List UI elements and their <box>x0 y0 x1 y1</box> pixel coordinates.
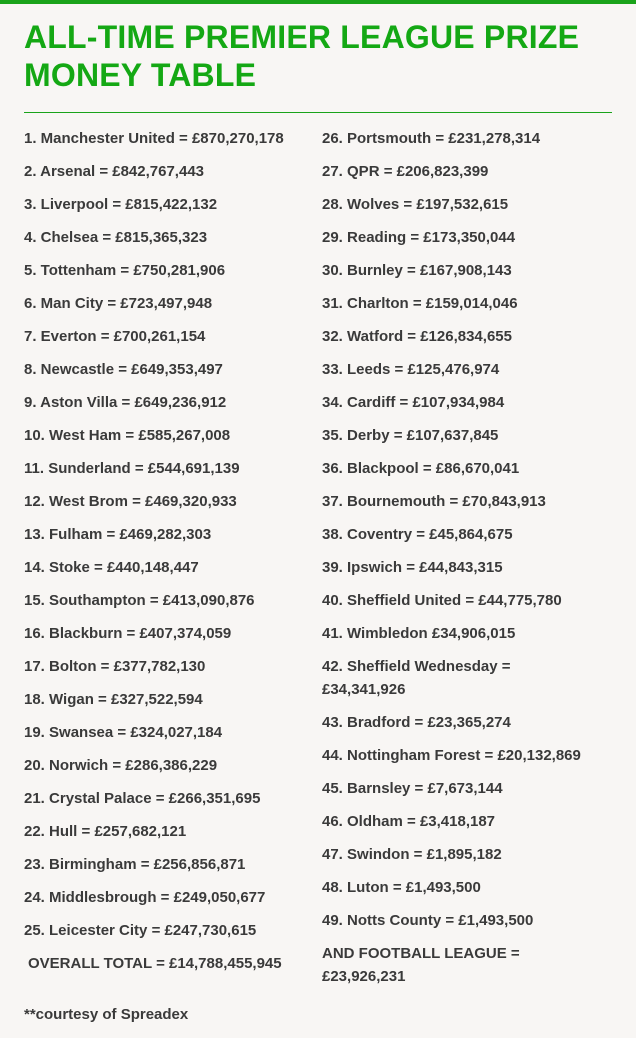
list-item: 43. Bradford = £23,365,274 <box>322 714 511 731</box>
list-item: 32. Watford = £126,834,655 <box>322 328 512 345</box>
list-item: 25. Leicester City = £247,730,615 <box>24 922 257 939</box>
list-item: 34. Cardiff = £107,934,984 <box>322 394 505 411</box>
list-item: 2. Arsenal = £842,767,443 <box>24 163 204 180</box>
right-column <box>322 127 627 998</box>
list-item: 48. Luton = £1,493,500 <box>322 879 481 896</box>
list-item: 36. Blackpool = £86,670,041 <box>322 460 520 477</box>
list-item: 20. Norwich = £286,386,229 <box>24 757 218 774</box>
list-item: 19. Swansea = £324,027,184 <box>24 724 223 741</box>
list-item: 47. Swindon = £1,895,182 <box>322 846 502 863</box>
page-title: ALL-TIME PREMIER LEAGUE PRIZE MONEY TABLE <box>24 19 580 93</box>
list-item: 3. Liverpool = £815,422,132 <box>24 196 218 213</box>
list-item: 18. Wigan = £327,522,594 <box>24 691 203 708</box>
left-column <box>24 127 319 985</box>
list-item: 27. QPR = £206,823,399 <box>322 163 489 180</box>
football-league-total: AND FOOTBALL LEAGUE = £23,926,231 <box>322 945 520 985</box>
list-item: 21. Crystal Palace = £266,351,695 <box>24 790 261 807</box>
list-item: 39. Ipswich = £44,843,315 <box>322 559 503 576</box>
list-item: 46. Oldham = £3,418,187 <box>322 813 496 830</box>
list-item: 29. Reading = £173,350,044 <box>322 229 516 246</box>
list-item: 11. Sunderland = £544,691,139 <box>24 460 240 477</box>
list-item: 26. Portsmouth = £231,278,314 <box>322 130 541 147</box>
list-item: 10. West Ham = £585,267,008 <box>24 427 231 444</box>
list-item: 1. Manchester United = £870,270,178 <box>24 130 284 147</box>
list-item: 14. Stoke = £440,148,447 <box>24 559 199 576</box>
list-item: 7. Everton = £700,261,154 <box>24 328 206 345</box>
source-credit: **courtesy of Spreadex <box>24 1006 189 1023</box>
title-divider <box>24 112 612 113</box>
list-item: 45. Barnsley = £7,673,144 <box>322 780 503 797</box>
list-item: 22. Hull = £257,682,121 <box>24 823 187 840</box>
list-item: 9. Aston Villa = £649,236,912 <box>24 394 227 411</box>
list-item: 8. Newcastle = £649,353,497 <box>24 361 223 378</box>
list-item: 31. Charlton = £159,014,046 <box>322 295 518 312</box>
list-item: 40. Sheffield United = £44,775,780 <box>322 592 562 609</box>
list-item: 28. Wolves = £197,532,615 <box>322 196 509 213</box>
list-item: 16. Blackburn = £407,374,059 <box>24 625 232 642</box>
list-item: 35. Derby = £107,637,845 <box>322 427 499 444</box>
list-item: 30. Burnley = £167,908,143 <box>322 262 512 279</box>
list-item: 49. Notts County = £1,493,500 <box>322 912 534 929</box>
list-item: 42. Sheffield Wednesday = £34,341,926 <box>322 658 511 698</box>
list-item: 44. Nottingham Forest = £20,132,869 <box>322 747 581 764</box>
list-item: 12. West Brom = £469,320,933 <box>24 493 237 510</box>
list-item: 6. Man City = £723,497,948 <box>24 295 213 312</box>
list-item: 5. Tottenham = £750,281,906 <box>24 262 226 279</box>
list-item: 13. Fulham = £469,282,303 <box>24 526 212 543</box>
list-item: 17. Bolton = £377,782,130 <box>24 658 206 675</box>
overall-total: OVERALL TOTAL = £14,788,455,945 <box>28 955 282 972</box>
top-accent-bar <box>0 0 636 4</box>
list-item: 38. Coventry = £45,864,675 <box>322 526 513 543</box>
list-item: 33. Leeds = £125,476,974 <box>322 361 500 378</box>
list-item: 24. Middlesbrough = £249,050,677 <box>24 889 266 906</box>
list-item: 4. Chelsea = £815,365,323 <box>24 229 208 246</box>
list-item: 15. Southampton = £413,090,876 <box>24 592 255 609</box>
list-item: 23. Birmingham = £256,856,871 <box>24 856 246 873</box>
list-item: 41. Wimbledon £34,906,015 <box>322 625 516 642</box>
list-item: 37. Bournemouth = £70,843,913 <box>322 493 546 510</box>
